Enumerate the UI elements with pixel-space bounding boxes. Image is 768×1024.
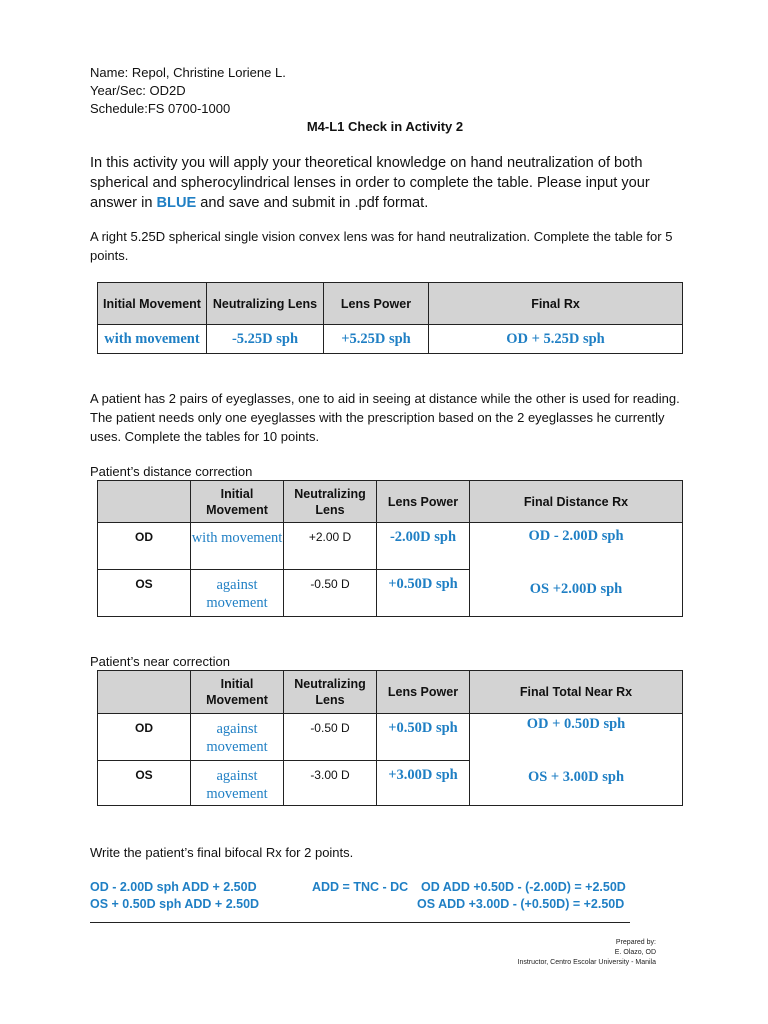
header-final-rx: Final Rx bbox=[429, 283, 683, 325]
activity-title: M4-L1 Check in Activity 2 bbox=[306, 119, 464, 134]
near-correction-table bbox=[97, 670, 683, 806]
os-add-calculation: OS ADD +3.00D - (+0.50D) = +2.50D bbox=[417, 897, 625, 911]
bifocal-od-line: OD - 2.00D sph ADD + 2.50D bbox=[90, 880, 257, 894]
near-od-power: +0.50D sph bbox=[377, 714, 470, 761]
near-header-lens-power: Lens Power bbox=[377, 671, 470, 714]
prepared-by-author: E. Olazo, OD bbox=[614, 949, 656, 956]
distance-header-blank bbox=[98, 481, 191, 523]
add-formula: ADD = TNC - DC bbox=[312, 880, 409, 894]
distance-header-initial-movement: Initial Movement bbox=[191, 481, 284, 523]
distance-os-label: OS bbox=[98, 570, 191, 617]
answer-neutralizing-lens: -5.25D sph bbox=[207, 325, 324, 354]
near-header-initial-movement: Initial Movement bbox=[191, 671, 284, 714]
distance-caption: Patient’s distance correction bbox=[90, 464, 253, 479]
near-final-rx-cell bbox=[470, 714, 683, 806]
distance-od-label: OD bbox=[98, 523, 191, 570]
header-lens-power: Lens Power bbox=[324, 283, 429, 325]
bifocal-prompt: Write the patient’s final bifocal Rx for 2 points. bbox=[90, 845, 354, 860]
schedule: Schedule:FS 0700-1000 bbox=[90, 101, 231, 116]
near-header-neutralizing-lens: Neutralizing Lens bbox=[284, 671, 377, 714]
near-os-label: OS bbox=[98, 761, 191, 806]
bifocal-os-line: OS + 0.50D sph ADD + 2.50D bbox=[90, 897, 260, 911]
single-vision-table bbox=[97, 282, 683, 354]
question-1-text: A right 5.25D spherical single vision convex lens was for hand neutralization. Complete the table for 5 points. bbox=[90, 229, 673, 263]
near-os-neutralizing: -3.00 D bbox=[284, 761, 377, 806]
header-neutralizing-lens: Neutralizing Lens bbox=[207, 283, 324, 325]
distance-od-power: -2.00D sph bbox=[377, 523, 470, 570]
distance-os-neutralizing: -0.50 D bbox=[284, 570, 377, 617]
near-od-label: OD bbox=[98, 714, 191, 761]
near-os-power: +3.00D sph bbox=[377, 761, 470, 806]
distance-od-movement: with movement bbox=[191, 523, 284, 570]
near-os-movement: against movement bbox=[191, 761, 284, 806]
distance-header-final-rx: Final Distance Rx bbox=[470, 481, 683, 523]
instructions-part1: In this activity you will apply your theoretical knowledge on hand neutralization of both spherical and spherocylindrical lenses in order to complete the table. Please input your answer in bbox=[90, 155, 650, 211]
answer-initial-movement: with movement bbox=[98, 325, 207, 354]
distance-final-os: OS +2.00D sph bbox=[529, 580, 623, 597]
header-initial-movement: Initial Movement bbox=[98, 283, 207, 325]
distance-os-power: +0.50D sph bbox=[377, 570, 470, 617]
near-header-blank bbox=[98, 671, 191, 714]
near-final-od: OD + 0.50D sph bbox=[526, 715, 626, 732]
distance-od-neutralizing: +2.00 D bbox=[284, 523, 377, 570]
near-od-movement: against movement bbox=[191, 714, 284, 761]
distance-correction-table bbox=[97, 480, 683, 617]
answer-lens-power: +5.25D sph bbox=[324, 325, 429, 354]
distance-final-od: OD - 2.00D sph bbox=[528, 527, 624, 544]
distance-final-rx-cell bbox=[470, 523, 683, 617]
blue-keyword: BLUE bbox=[156, 195, 197, 211]
prepared-by-role: Instructor, Centro Escolar University - Manila bbox=[517, 959, 656, 966]
od-add-calculation: OD ADD +0.50D - (-2.00D) = +2.50D bbox=[421, 880, 626, 894]
divider-line bbox=[90, 922, 630, 923]
near-caption: Patient’s near correction bbox=[90, 654, 230, 669]
near-od-neutralizing: -0.50 D bbox=[284, 714, 377, 761]
distance-header-neutralizing-lens: Neutralizing Lens bbox=[284, 481, 377, 523]
prepared-by-label: Prepared by: bbox=[615, 939, 656, 946]
distance-header-lens-power: Lens Power bbox=[377, 481, 470, 523]
year-section: Year/Sec: OD2D bbox=[90, 83, 186, 98]
question-2-text: A patient has 2 pairs of eyeglasses, one to aid in seeing at distance while the other is used for reading. The patient needs only one eyeglasses with the prescription based on the 2 eyeglasses he currently uses. Complete the tables for 10 points. bbox=[90, 391, 680, 444]
distance-os-movement: against movement bbox=[191, 570, 284, 617]
near-header-final-rx: Final Total Near Rx bbox=[470, 671, 683, 714]
instructions bbox=[90, 153, 690, 213]
near-final-os: OS + 3.00D sph bbox=[527, 768, 625, 785]
instructions-part2: and save and submit in .pdf format. bbox=[196, 195, 429, 211]
student-name: Name: Repol, Christine Loriene L. bbox=[90, 65, 286, 80]
answer-final-rx: OD + 5.25D sph bbox=[429, 325, 683, 354]
